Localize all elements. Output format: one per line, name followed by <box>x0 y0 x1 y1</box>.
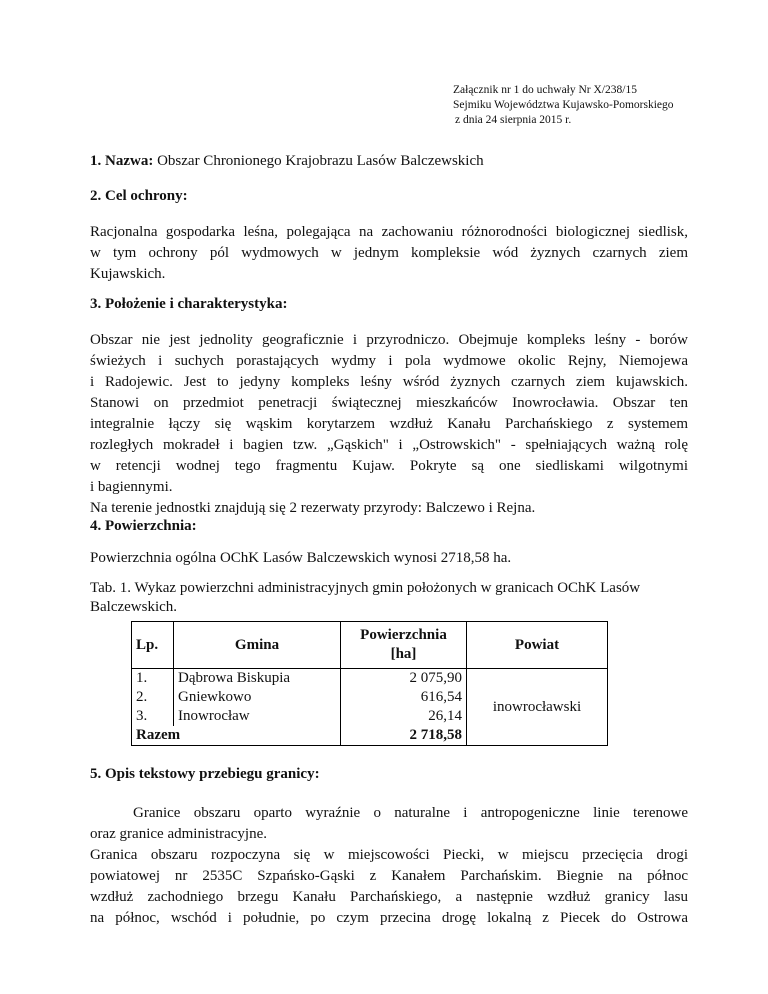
text-line: wzdłuż zachodniego brzegu Kanału Parchańskiego, a następnie wzdłuż granicy lasu <box>90 889 688 905</box>
section-area-title <box>90 516 688 537</box>
heading: 5. Opis tekstowy przebiegu granicy: <box>90 766 320 782</box>
text-line: Obszar nie jest jednolity geograficznie i przyrodniczo. Obejmuje kompleks leśny - borów <box>90 332 688 348</box>
col-area-line-2: [ha] <box>390 646 417 662</box>
section-name-text: Obszar Chronionego Krajobrazu Lasów Balczewskich <box>153 153 484 169</box>
table-header-row <box>132 622 608 669</box>
header-line-2: Sejmiku Województwa Kujawsko-Pomorskiego <box>453 99 674 111</box>
col-area <box>341 622 467 669</box>
section-goal-body <box>90 222 688 285</box>
text-line: Granica obszaru rozpoczyna się w miejscowości Piecki, w miejscu przecięcia drogi <box>90 847 688 863</box>
section-location-body <box>90 330 688 519</box>
heading: 4. Powierzchnia: <box>90 518 197 534</box>
col-powiat: Powiat <box>467 622 608 669</box>
col-area-line-1: Powierzchnia <box>360 627 447 643</box>
section-name <box>90 151 688 172</box>
heading: 2. Cel ochrony: <box>90 188 188 204</box>
text-line: integralnie łączy się wąskim korytarzem wzdłuż Kanału Parchańskiego z systemem <box>90 416 688 432</box>
cell-area: 26,14 <box>341 707 467 726</box>
text-line: powiatowej nr 2535C Szpańsko-Gąski z Kanałem Parchańskim. Biegnie na północ <box>90 868 688 884</box>
text-line: Na terenie jednostki znajdują się 2 rezerwaty przyrody: Balczewo i Rejna. <box>90 500 536 516</box>
cell-gmina: Dąbrowa Biskupia <box>174 669 341 689</box>
text-line: rozległych mokradeł i bagien tzw. „Gąskich" i „Ostrowskich" - spełniających ważną rolę <box>90 437 688 453</box>
cell-area: 2 075,90 <box>341 669 467 689</box>
heading: 3. Położenie i charakterystyka: <box>90 296 288 312</box>
cell-gmina: Gniewkowo <box>174 688 341 707</box>
text-line: Kujawskich. <box>90 266 166 282</box>
caption-line-1: Tab. 1. Wykaz powierzchni administracyjnych gmin położonych w granicach OChK Lasów <box>90 580 641 596</box>
attachment-header <box>453 83 674 128</box>
total-area: 2 718,58 <box>341 726 467 746</box>
text-line: Racjonalna gospodarka leśna, polegająca na zachowaniu różnorodności biologicznej siedlisk, <box>90 224 688 240</box>
text-line: Stanowi on przedmiot penetracji świątecznej mieszkańców Inowrocławia. Obszar ten <box>90 395 688 411</box>
text-line: świeżych i suchych porastających wydmy i pola wydmowe okolic Rejny, Niemojewa <box>90 353 688 369</box>
text-line: i bagiennymi. <box>90 479 173 495</box>
cell-gmina: Inowrocław <box>174 707 341 726</box>
gmina-area-table <box>131 621 608 746</box>
cell-lp: 3. <box>132 707 174 726</box>
section-boundary-body <box>90 803 688 929</box>
section-goal-title <box>90 186 688 207</box>
text-line: w retencji wodnej tego fragmentu Kujaw. Pokryte są one siedliskami wilgotnymi <box>90 458 688 474</box>
header-line-1: Załącznik nr 1 do uchwały Nr X/238/15 <box>453 84 637 96</box>
table-caption <box>90 579 688 617</box>
text-line: w tym ochrony pól wydmowych w jednym kompleksie wód żyznych czarnych ziem <box>90 245 688 261</box>
text-line: oraz granice administracyjne. <box>90 826 267 842</box>
text-line: na północ, wschód i południe, po czym przecina drogę lokalną z Piecek do Ostrowa <box>90 910 688 926</box>
total-label: Razem <box>132 726 341 746</box>
section-boundary-title <box>90 764 688 785</box>
section-name-label: 1. Nazwa: <box>90 153 154 169</box>
col-gmina: Gmina <box>174 622 341 669</box>
cell-lp: 2. <box>132 688 174 707</box>
cell-area: 616,54 <box>341 688 467 707</box>
caption-line-2: Balczewskich. <box>90 599 178 615</box>
col-lp: Lp. <box>132 622 174 669</box>
section-location-title <box>90 294 688 315</box>
header-line-3: z dnia 24 sierpnia 2015 r. <box>455 114 572 126</box>
text-line: i Radojewic. Jest to jedyny kompleks leśny wśród żyznych czarnych ziem kujawskich. <box>90 374 688 390</box>
section-area-text: Powierzchnia ogólna OChK Lasów Balczewskich wynosi 2718,58 ha. <box>90 550 512 566</box>
cell-lp: 1. <box>132 669 174 689</box>
text-line: Granice obszaru oparto wyraźnie o naturalne i antropogeniczne linie terenowe <box>133 805 688 821</box>
cell-powiat: inowrocławski <box>467 669 608 746</box>
table-row <box>132 669 608 689</box>
